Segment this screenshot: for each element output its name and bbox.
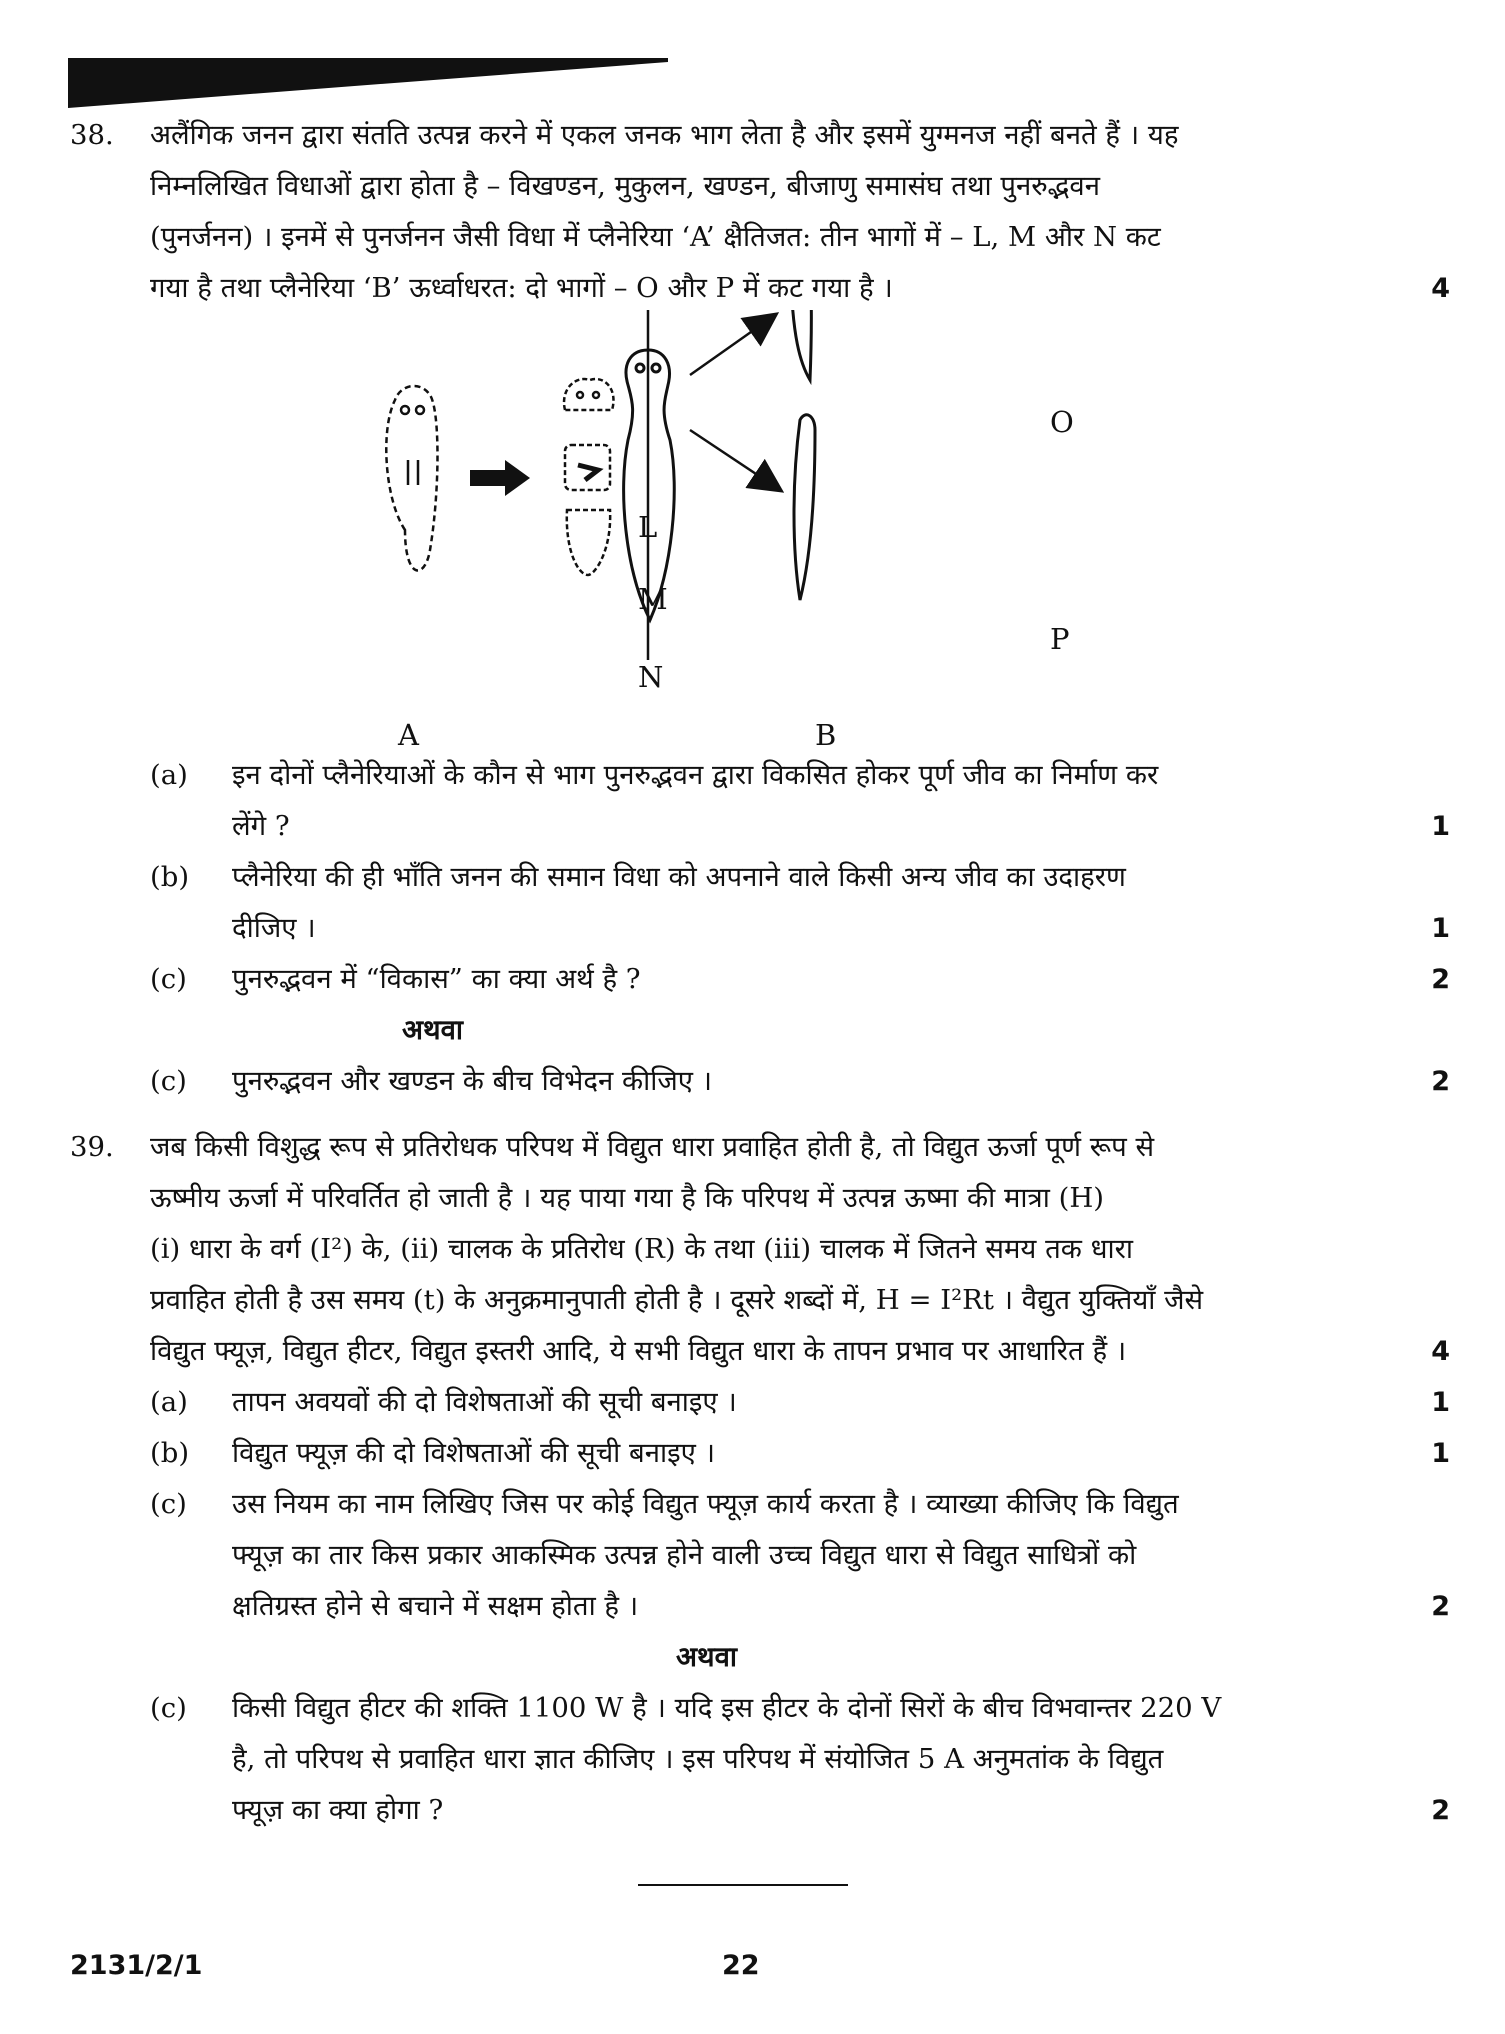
part-text-line: है, तो परिपथ से प्रवाहित धारा ज्ञात कीजिए । इस परिपथ में संयोजित 5 A अनुमतांक के विद्युत [232, 1743, 1164, 1775]
part-label: (c) [150, 1692, 187, 1724]
part-text-line: क्षतिग्रस्त होने से बचाने में सक्षम होता है । [232, 1590, 639, 1622]
label-l: L [638, 510, 658, 544]
marks: 4 [1431, 1336, 1450, 1367]
marks: 1 [1431, 1387, 1450, 1418]
label-n: N [638, 660, 664, 694]
or-separator: अथवा [676, 1641, 737, 1673]
question-text-line: जब किसी विशुद्ध रूप से प्रतिरोधक परिपथ में विद्युत धारा प्रवाहित होती है, तो विद्युत ऊर्जा पूर्ण रूप से [150, 1131, 1155, 1163]
question-number: 38. [70, 119, 114, 151]
part-label: (c) [150, 1488, 187, 1520]
question-number: 39. [70, 1131, 114, 1163]
part-label: (b) [150, 861, 190, 893]
part-text-line: लेंगे ? [232, 810, 290, 842]
question-text-line: प्रवाहित होती है उस समय (t) के अनुक्रमानुपाती होती है । दूसरे शब्दों में, H = I²Rt । वैद्युत युक्तियाँ जैसे [150, 1284, 1204, 1316]
question-text-line: (पुनर्जनन) । इनमें से पुनर्जनन जैसी विधा में प्लैनेरिया ‘A’ क्षैतिजत: तीन भागों में – L, M और N कट [150, 221, 1161, 253]
planaria-regeneration-figure [360, 310, 1140, 760]
question-text-line: निम्नलिखित विधाओं द्वारा होता है – विखण्डन, मुकुलन, खण्डन, बीजाणु समासंघ तथा पुनरुद्भवन [150, 170, 1100, 202]
marks: 2 [1431, 964, 1450, 995]
part-label: (b) [150, 1437, 190, 1469]
part-text-line: विद्युत फ्यूज़ की दो विशेषताओं की सूची बनाइए । [232, 1437, 716, 1469]
page-number: 22 [722, 1950, 760, 1981]
fragment-l [564, 379, 613, 410]
question-text-line: विद्युत फ्यूज़, विद्युत हीटर, विद्युत इस्तरी आदि, ये सभी विद्युत धारा के तापन प्रभाव पर आधारित हैं । [150, 1335, 1127, 1367]
label-o: O [1050, 405, 1074, 439]
part-text-line: फ्यूज़ का तार किस प्रकार आकस्मिक उत्पन्न होने वाली उच्च विद्युत धारा से विद्युत साधित्रों को [232, 1539, 1137, 1571]
marks: 2 [1431, 1795, 1450, 1826]
marks: 1 [1431, 811, 1450, 842]
fragment-n [567, 510, 610, 575]
part-text-line: दीजिए । [232, 912, 316, 944]
part-label: (a) [150, 1386, 188, 1418]
part-text-line: उस नियम का नाम लिखिए जिस पर कोई विद्युत फ्यूज़ कार्य करता है । व्याख्या कीजिए कि विद्युत [232, 1488, 1179, 1520]
part-text-line: पुनरुद्भवन में “विकास” का क्या अर्थ है ? [232, 963, 641, 995]
label-b: B [815, 718, 837, 752]
marks: 2 [1431, 1591, 1450, 1622]
part-label: (c) [150, 963, 187, 995]
question-text-line: गया है तथा प्लैनेरिया ‘B’ ऊर्ध्वाधरत: दो भागों – O और P में कट गया है । [150, 272, 893, 304]
fragment-o [792, 310, 812, 380]
part-text-line: किसी विद्युत हीटर की शक्ति 1100 W है । यदि इस हीटर के दोनों सिरों के बीच विभवान्तर 220 V [232, 1692, 1222, 1724]
part-label: (c) [150, 1065, 187, 1097]
part-text-line: इन दोनों प्लैनेरियाओं के कौन से भाग पुनरुद्भवन द्वारा विकसित होकर पूर्ण जीव का निर्माण कर [232, 759, 1159, 791]
part-text-line: प्लैनेरिया की ही भाँति जनन की समान विधा को अपनाने वाले किसी अन्य जीव का उदाहरण [232, 861, 1126, 893]
part-text-line: फ्यूज़ का क्या होगा ? [232, 1794, 444, 1826]
label-p: P [1050, 622, 1070, 656]
paper-code: 2131/2/1 [70, 1950, 203, 1981]
question-text-line: ऊष्मीय ऊर्जा में परिवर्तित हो जाती है । यह पाया गया है कि परिपथ में उत्पन्न ऊष्मा की मात्रा (H) [150, 1182, 1105, 1214]
part-text-line: तापन अवयवों की दो विशेषताओं की सूची बनाइए । [232, 1386, 737, 1418]
thick-arrow [470, 460, 530, 496]
marks: 4 [1431, 273, 1450, 304]
planaria-diagram [360, 310, 1140, 760]
question-text-line: अलैंगिक जनन द्वारा संतति उत्पन्न करने में एकल जनक भाग लेता है और इसमें युग्मनज नहीं बनते हैं । यह [150, 119, 1179, 151]
footer-divider [638, 1884, 848, 1886]
part-label: (a) [150, 759, 188, 791]
marks: 2 [1431, 1066, 1450, 1097]
fragment-m [565, 445, 610, 490]
question-text-line: (i) धारा के वर्ग (I²) के, (ii) चालक के प्रतिरोध (R) के तथा (iii) चालक में जितने समय तक धारा [150, 1233, 1134, 1265]
part-text-line: पुनरुद्भवन और खण्डन के बीच विभेदन कीजिए । [232, 1065, 713, 1097]
fragment-p [794, 415, 815, 600]
or-separator: अथवा [402, 1014, 463, 1046]
label-m: M [638, 582, 668, 616]
label-a: A [398, 718, 419, 752]
planaria-a [386, 386, 437, 571]
marks: 1 [1431, 913, 1450, 944]
header-black-bar [68, 58, 668, 108]
marks: 1 [1431, 1438, 1450, 1469]
